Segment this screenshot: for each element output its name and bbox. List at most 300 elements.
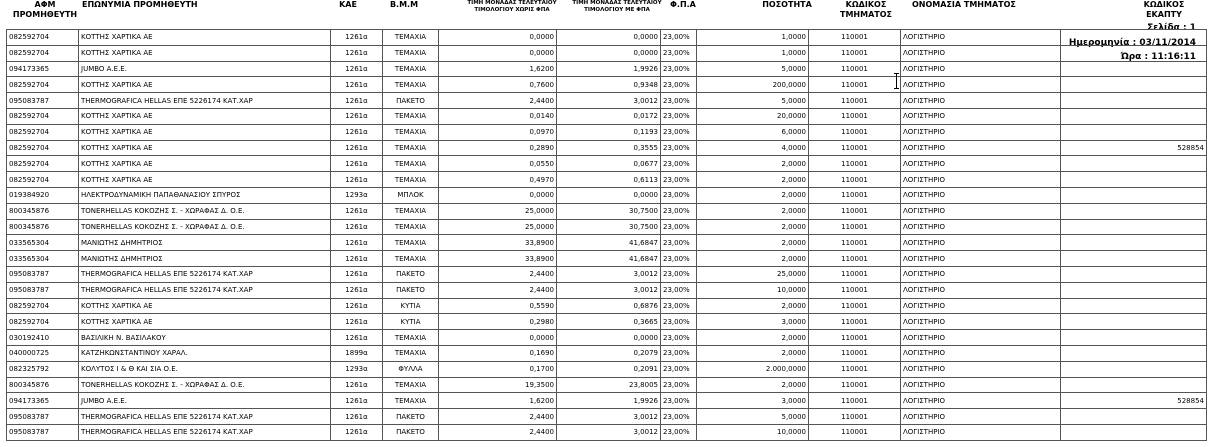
cell-ekapty [1061,409,1207,425]
cell-dept-code: 110001 [809,345,901,361]
cell-quantity: 2,0000 [697,187,809,203]
cell-dept-code: 110001 [809,156,901,172]
cell-ekapty [1061,93,1207,109]
cell-afm: 082592704 [7,156,79,172]
table-row [7,393,1207,409]
cell-kae: 1261α [331,30,383,46]
cell-price-no-vat: 19,3500 [439,377,557,393]
cell-afm: 019384920 [7,187,79,203]
cell-dept-name: ΛΟΓΙΣΤΗΡΙΟ [901,108,1061,124]
cell-kae: 1261α [331,282,383,298]
cell-kae: 1293α [331,361,383,377]
cell-price-vat: 0,9348 [557,77,661,93]
cell-dept-name: ΛΟΓΙΣΤΗΡΙΟ [901,124,1061,140]
cell-kae: 1261α [331,377,383,393]
cell-dept-code: 110001 [809,172,901,188]
cell-bmm: ΤΕΜΑΧΙΑ [383,30,439,46]
cell-dept-code: 110001 [809,424,901,440]
cell-dept-code: 110001 [809,266,901,282]
cell-price-no-vat: 2,4400 [439,424,557,440]
cell-vat: 23,00% [661,61,697,77]
cell-kae: 1261α [331,235,383,251]
cell-vat: 23,00% [661,30,697,46]
cell-price-vat: 0,0000 [557,45,661,61]
cell-dept-code: 110001 [809,314,901,330]
table-row [7,377,1207,393]
cell-supplier-name: ΜΑΝΙΩΤΗΣ ΔΗΜΗΤΡΙΟΣ [79,235,331,251]
cell-quantity: 2,0000 [697,345,809,361]
cell-supplier-name: JUMBO Α.Ε.Ε. [79,61,331,77]
cell-bmm: ΤΕΜΑΧΙΑ [383,219,439,235]
cell-price-no-vat: 0,5590 [439,298,557,314]
cell-price-vat: 3,0012 [557,409,661,425]
cell-price-no-vat: 0,4970 [439,172,557,188]
cell-quantity: 200,0000 [697,77,809,93]
cell-supplier-name: ΚΟΤΤΗΣ ΧΑΡΤΙΚΑ ΑΕ [79,156,331,172]
header-ekapty: ΚΩΔΙΚΟΣ ΕΚΑΠΤΥ [1143,0,1185,19]
cell-vat: 23,00% [661,219,697,235]
cell-kae: 1261α [331,203,383,219]
cell-price-vat: 0,0000 [557,30,661,46]
cell-dept-code: 110001 [809,187,901,203]
cell-supplier-name: JUMBO Α.Ε.Ε. [79,393,331,409]
cell-ekapty [1061,108,1207,124]
cell-vat: 23,00% [661,314,697,330]
table-row [7,361,1207,377]
cell-price-no-vat: 0,0000 [439,330,557,346]
cell-vat: 23,00% [661,235,697,251]
cell-ekapty [1061,172,1207,188]
cell-vat: 23,00% [661,172,697,188]
cell-quantity: 2,0000 [697,156,809,172]
cell-bmm: ΤΕΜΑΧΙΑ [383,124,439,140]
cell-afm: 094173365 [7,393,79,409]
cell-dept-code: 110001 [809,330,901,346]
cell-supplier-name: THERMOGRAFICA HELLAS ΕΠΕ 5226174 ΚΑΤ.ΧΑΡ [79,282,331,298]
cell-price-vat: 0,2079 [557,345,661,361]
cell-ekapty [1061,361,1207,377]
table-row [7,156,1207,172]
cell-ekapty [1061,219,1207,235]
cell-bmm: ΠΑΚΕΤΟ [383,93,439,109]
cell-kae: 1261α [331,93,383,109]
header-afm: ΑΦΜ ΠΡΟΜΗΘΕΥΤΗ [12,0,78,19]
cell-supplier-name: ΚΟΤΤΗΣ ΧΑΡΤΙΚΑ ΑΕ [79,108,331,124]
cell-dept-code: 110001 [809,140,901,156]
cell-afm: 800345876 [7,377,79,393]
cell-price-vat: 0,6876 [557,298,661,314]
cell-dept-code: 110001 [809,45,901,61]
cell-dept-code: 110001 [809,203,901,219]
table-row [7,77,1207,93]
cell-quantity: 3,0000 [697,314,809,330]
table-row [7,314,1207,330]
cell-price-no-vat: 0,0000 [439,30,557,46]
cell-afm: 082592704 [7,45,79,61]
report-time: Ώρα : 11:16:11 [1120,52,1196,62]
cell-supplier-name: ΚΟΤΤΗΣ ΧΑΡΤΙΚΑ ΑΕ [79,172,331,188]
cell-afm: 095083787 [7,409,79,425]
cell-vat: 23,00% [661,377,697,393]
cell-price-no-vat: 0,1700 [439,361,557,377]
cell-kae: 1261α [331,251,383,267]
cell-dept-name: ΛΟΓΙΣΤΗΡΙΟ [901,45,1061,61]
cell-kae: 1261α [331,298,383,314]
cell-quantity: 2,0000 [697,330,809,346]
table-row [7,219,1207,235]
cell-price-vat: 23,8005 [557,377,661,393]
cell-price-vat: 30,7500 [557,219,661,235]
cell-quantity: 10,0000 [697,424,809,440]
cell-ekapty [1061,282,1207,298]
cell-price-no-vat: 0,1690 [439,345,557,361]
cell-ekapty [1061,187,1207,203]
cell-dept-name: ΛΟΓΙΣΤΗΡΙΟ [901,235,1061,251]
cell-dept-name: ΛΟΓΙΣΤΗΡΙΟ [901,30,1061,46]
cell-ekapty [1061,77,1207,93]
cell-kae: 1261α [331,409,383,425]
cell-dept-code: 110001 [809,124,901,140]
cell-kae: 1261α [331,124,383,140]
cell-bmm: ΤΕΜΑΧΙΑ [383,345,439,361]
cell-quantity: 20,0000 [697,108,809,124]
cell-quantity: 5,0000 [697,409,809,425]
cell-quantity: 2,0000 [697,203,809,219]
cell-bmm: ΤΕΜΑΧΙΑ [383,377,439,393]
cell-bmm: ΠΑΚΕΤΟ [383,282,439,298]
cell-price-no-vat: 0,0000 [439,45,557,61]
cell-dept-name: ΛΟΓΙΣΤΗΡΙΟ [901,377,1061,393]
cell-dept-code: 110001 [809,93,901,109]
cell-supplier-name: ΒΑΣΙΛΙΚΗ Ν. ΒΑΣΙΛΑΚΟΥ [79,330,331,346]
cell-ekapty: 528854 [1061,393,1207,409]
cell-price-vat: 0,0677 [557,156,661,172]
cell-afm: 095083787 [7,266,79,282]
cell-price-vat: 3,0012 [557,424,661,440]
table-row [7,203,1207,219]
cell-afm: 082592704 [7,140,79,156]
header-quantity: ΠΟΣΟΤΗΤΑ [762,0,812,9]
cell-vat: 23,00% [661,251,697,267]
cell-dept-code: 110001 [809,108,901,124]
cell-price-vat: 0,1193 [557,124,661,140]
cell-dept-code: 110001 [809,361,901,377]
cell-dept-name: ΛΟΓΙΣΤΗΡΙΟ [901,219,1061,235]
cell-supplier-name: ΚΟΤΤΗΣ ΧΑΡΤΙΚΑ ΑΕ [79,314,331,330]
cell-dept-name: ΛΟΓΙΣΤΗΡΙΟ [901,251,1061,267]
text-cursor-icon [894,73,900,89]
cell-dept-code: 110001 [809,409,901,425]
cell-ekapty [1061,330,1207,346]
cell-price-vat: 0,6113 [557,172,661,188]
cell-price-vat: 0,2091 [557,361,661,377]
cell-dept-name: ΛΟΓΙΣΤΗΡΙΟ [901,361,1061,377]
page-number: Σελίδα : 1 [1147,23,1196,33]
cell-quantity: 2,0000 [697,235,809,251]
cell-price-vat: 3,0012 [557,282,661,298]
cell-kae: 1261α [331,156,383,172]
cell-quantity: 2,0000 [697,172,809,188]
cell-supplier-name: TONERHELLAS ΚΟΚΟΖΗΣ Σ. - ΧΩΡΑΦΑΣ Δ. Ο.Ε. [79,203,331,219]
table-row [7,235,1207,251]
cell-kae: 1261α [331,140,383,156]
cell-dept-name: ΛΟΓΙΣΤΗΡΙΟ [901,314,1061,330]
cell-price-no-vat: 0,0000 [439,187,557,203]
cell-afm: 082592704 [7,77,79,93]
cell-kae: 1293α [331,187,383,203]
table-row [7,298,1207,314]
cell-dept-name: ΛΟΓΙΣΤΗΡΙΟ [901,93,1061,109]
cell-afm: 082325792 [7,361,79,377]
cell-bmm: ΤΕΜΑΧΙΑ [383,61,439,77]
cell-afm: 030192410 [7,330,79,346]
cell-quantity: 10,0000 [697,282,809,298]
cell-vat: 23,00% [661,361,697,377]
cell-bmm: ΤΕΜΑΧΙΑ [383,251,439,267]
cell-ekapty [1061,345,1207,361]
cell-price-no-vat: 25,0000 [439,203,557,219]
cell-bmm: ΠΑΚΕΤΟ [383,409,439,425]
cell-vat: 23,00% [661,330,697,346]
table-row [7,266,1207,282]
cell-bmm: ΤΕΜΑΧΙΑ [383,172,439,188]
cell-kae: 1261α [331,314,383,330]
cell-quantity: 2,0000 [697,219,809,235]
cell-price-vat: 3,0012 [557,266,661,282]
cell-price-no-vat: 33,8900 [439,251,557,267]
cell-price-no-vat: 2,4400 [439,409,557,425]
cell-dept-code: 110001 [809,251,901,267]
cell-dept-name: ΛΟΓΙΣΤΗΡΙΟ [901,140,1061,156]
cell-quantity: 1,0000 [697,30,809,46]
cell-quantity: 4,0000 [697,140,809,156]
cell-dept-code: 110001 [809,377,901,393]
cell-kae: 1261α [331,45,383,61]
cell-afm: 033565304 [7,251,79,267]
cell-quantity: 2,0000 [697,298,809,314]
cell-bmm: ΤΕΜΑΧΙΑ [383,45,439,61]
cell-dept-name: ΛΟΓΙΣΤΗΡΙΟ [901,187,1061,203]
cell-vat: 23,00% [661,203,697,219]
cell-bmm: ΤΕΜΑΧΙΑ [383,235,439,251]
table-row [7,330,1207,346]
cell-price-vat: 0,3665 [557,314,661,330]
cell-price-no-vat: 0,0970 [439,124,557,140]
cell-price-vat: 30,7500 [557,203,661,219]
cell-dept-code: 110001 [809,30,901,46]
cell-vat: 23,00% [661,424,697,440]
cell-price-no-vat: 33,8900 [439,235,557,251]
cell-dept-code: 110001 [809,61,901,77]
cell-ekapty [1061,251,1207,267]
cell-quantity: 1,0000 [697,45,809,61]
report-date: Ημερομηνία : 03/11/2014 [1068,38,1196,48]
header-price-vat: ΤΙΜΗ ΜΟΝΑΔΑΣ ΤΕΛΕΥΤΑΙΟΥ ΤΙΜΟΛΟΓΙΟΥ ΜΕ ΦΠΑ [572,0,662,13]
cell-supplier-name: ΚΟΤΤΗΣ ΧΑΡΤΙΚΑ ΑΕ [79,30,331,46]
cell-dept-code: 110001 [809,298,901,314]
table-row [7,61,1207,77]
cell-supplier-name: ΚΟΤΤΗΣ ΧΑΡΤΙΚΑ ΑΕ [79,298,331,314]
cell-kae: 1261α [331,424,383,440]
cell-supplier-name: THERMOGRAFICA HELLAS ΕΠΕ 5226174 ΚΑΤ.ΧΑΡ [79,93,331,109]
cell-price-no-vat: 2,4400 [439,282,557,298]
cell-dept-name: ΛΟΓΙΣΤΗΡΙΟ [901,282,1061,298]
table-row [7,251,1207,267]
cell-price-no-vat: 0,2890 [439,140,557,156]
cell-dept-name: ΛΟΓΙΣΤΗΡΙΟ [901,409,1061,425]
cell-bmm: ΦΥΛΛΑ [383,361,439,377]
cell-bmm: ΤΕΜΑΧΙΑ [383,203,439,219]
cell-quantity: 3,0000 [697,393,809,409]
cell-vat: 23,00% [661,393,697,409]
table-row [7,108,1207,124]
table-row [7,282,1207,298]
cell-dept-code: 110001 [809,77,901,93]
header-supplier-name: ΕΠΩΝΥΜΙΑ ΠΡΟΜΗΘΕΥΤΗ [82,0,198,9]
cell-bmm: ΤΕΜΑΧΙΑ [383,330,439,346]
cell-afm: 082592704 [7,172,79,188]
cell-supplier-name: ΚΟΤΤΗΣ ΧΑΡΤΙΚΑ ΑΕ [79,124,331,140]
cell-bmm: ΠΑΚΕΤΟ [383,266,439,282]
table-row [7,424,1207,440]
cell-supplier-name: THERMOGRAFICA HELLAS ΕΠΕ 5226174 ΚΑΤ.ΧΑΡ [79,266,331,282]
cell-bmm: ΤΕΜΑΧΙΑ [383,156,439,172]
cell-vat: 23,00% [661,345,697,361]
cell-afm: 095083787 [7,424,79,440]
cell-bmm: ΚΥΤΙΑ [383,314,439,330]
cell-afm: 095083787 [7,282,79,298]
table-row [7,409,1207,425]
cell-afm: 033565304 [7,235,79,251]
cell-dept-code: 110001 [809,235,901,251]
cell-price-no-vat: 1,6200 [439,393,557,409]
cell-afm: 082592704 [7,108,79,124]
cell-dept-code: 110001 [809,282,901,298]
cell-afm: 040000725 [7,345,79,361]
cell-vat: 23,00% [661,282,697,298]
cell-vat: 23,00% [661,156,697,172]
cell-price-vat: 0,3555 [557,140,661,156]
cell-price-no-vat: 2,4400 [439,93,557,109]
cell-price-vat: 1,9926 [557,393,661,409]
cell-ekapty [1061,61,1207,77]
cell-ekapty [1061,203,1207,219]
cell-vat: 23,00% [661,187,697,203]
cell-bmm: ΜΠΛΟΚ [383,187,439,203]
cell-price-vat: 1,9926 [557,61,661,77]
cell-vat: 23,00% [661,77,697,93]
cell-dept-name: ΛΟΓΙΣΤΗΡΙΟ [901,393,1061,409]
cell-dept-name: ΛΟΓΙΣΤΗΡΙΟ [901,330,1061,346]
cell-kae: 1261α [331,108,383,124]
cell-vat: 23,00% [661,409,697,425]
cell-afm: 082592704 [7,298,79,314]
cell-kae: 1261α [331,266,383,282]
cell-afm: 095083787 [7,93,79,109]
cell-dept-code: 110001 [809,219,901,235]
cell-bmm: ΤΕΜΑΧΙΑ [383,140,439,156]
cell-ekapty [1061,235,1207,251]
cell-price-no-vat: 1,6200 [439,61,557,77]
cell-supplier-name: ΚΟΛΥΤΟΣ Ι & Θ ΚΑΙ ΣΙΑ Ο.Ε. [79,361,331,377]
cell-ekapty [1061,377,1207,393]
cell-price-vat: 3,0012 [557,93,661,109]
cell-vat: 23,00% [661,93,697,109]
cell-price-vat: 0,0000 [557,187,661,203]
cell-price-no-vat: 0,0550 [439,156,557,172]
cell-dept-name: ΛΟΓΙΣΤΗΡΙΟ [901,424,1061,440]
header-vat: Φ.Π.Α [670,0,696,9]
cell-afm: 082592704 [7,124,79,140]
cell-kae: 1261α [331,172,383,188]
header-dept-name: ΟΝΟΜΑΣΙΑ ΤΜΗΜΑΤΟΣ [912,0,1016,9]
cell-kae: 1261α [331,61,383,77]
cell-quantity: 6,0000 [697,124,809,140]
cell-dept-code: 110001 [809,393,901,409]
table-row [7,172,1207,188]
cell-supplier-name: TONERHELLAS ΚΟΚΟΖΗΣ Σ. - ΧΩΡΑΦΑΣ Δ. Ο.Ε. [79,377,331,393]
cell-price-no-vat: 0,2980 [439,314,557,330]
cell-price-no-vat: 0,7600 [439,77,557,93]
cell-ekapty [1061,314,1207,330]
cell-quantity: 2,0000 [697,377,809,393]
cell-quantity: 25,0000 [697,266,809,282]
cell-afm: 082592704 [7,314,79,330]
cell-afm: 094173365 [7,61,79,77]
cell-vat: 23,00% [661,298,697,314]
cell-supplier-name: THERMOGRAFICA HELLAS ΕΠΕ 5226174 ΚΑΤ.ΧΑΡ [79,424,331,440]
header-kae: ΚΑΕ [339,0,357,9]
cell-price-vat: 41,6847 [557,235,661,251]
cell-vat: 23,00% [661,45,697,61]
table-row [7,30,1207,46]
table-row [7,187,1207,203]
cell-quantity: 5,0000 [697,61,809,77]
cell-supplier-name: TONERHELLAS ΚΟΚΟΖΗΣ Σ. - ΧΩΡΑΦΑΣ Δ. Ο.Ε. [79,219,331,235]
cell-kae: 1899α [331,345,383,361]
cell-supplier-name: ΗΛΕΚΤΡΟΔΥΝΑΜΙΚΗ ΠΑΠΑΘΑΝΑΣΙΟΥ ΣΠΥΡΟΣ [79,187,331,203]
table-row [7,93,1207,109]
cell-vat: 23,00% [661,140,697,156]
cell-price-vat: 41,6847 [557,251,661,267]
cell-dept-name: ΛΟΓΙΣΤΗΡΙΟ [901,203,1061,219]
cell-vat: 23,00% [661,108,697,124]
cell-bmm: ΤΕΜΑΧΙΑ [383,77,439,93]
cell-quantity: 2.000,0000 [697,361,809,377]
header-price-no-vat: ΤΙΜΗ ΜΟΝΑΔΑΣ ΤΕΛΕΥΤΑΙΟΥ ΤΙΜΟΛΟΓΙΟΥ ΧΩΡΙΣ ΦΠΑ [467,0,557,13]
cell-quantity: 2,0000 [697,251,809,267]
cell-dept-name: ΛΟΓΙΣΤΗΡΙΟ [901,345,1061,361]
cell-price-no-vat: 2,4400 [439,266,557,282]
cell-bmm: ΤΕΜΑΧΙΑ [383,393,439,409]
cell-vat: 23,00% [661,266,697,282]
cell-supplier-name: ΚΟΤΤΗΣ ΧΑΡΤΙΚΑ ΑΕ [79,45,331,61]
cell-dept-name: ΛΟΓΙΣΤΗΡΙΟ [901,266,1061,282]
table-row [7,124,1207,140]
cell-price-no-vat: 0,0140 [439,108,557,124]
cell-price-no-vat: 25,0000 [439,219,557,235]
table-row [7,45,1207,61]
cell-afm: 082592704 [7,30,79,46]
cell-afm: 800345876 [7,219,79,235]
cell-afm: 800345876 [7,203,79,219]
cell-bmm: ΠΑΚΕΤΟ [383,424,439,440]
header-dept-code: ΚΩΔΙΚΟΣ ΤΜΗΜΑΤΟΣ [840,0,892,19]
cell-kae: 1261α [331,219,383,235]
cell-ekapty [1061,30,1207,46]
cell-kae: 1261α [331,330,383,346]
cell-supplier-name: ΚΑΤΖΗΚΩΝΣΤΑΝΤΙΝΟΥ ΧΑΡΑΛ. [79,345,331,361]
